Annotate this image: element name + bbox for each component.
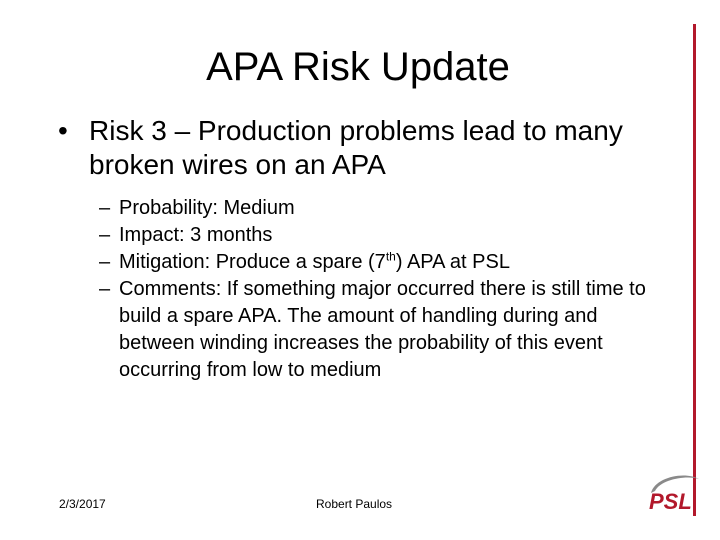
mitigation-text-end: ) APA at PSL [395, 251, 510, 273]
sub-bullet-text [119, 249, 664, 276]
superscript-th: th [385, 249, 396, 264]
main-bullet-text: Risk 3 – Production problems lead to many broken wires on an APA [89, 115, 623, 180]
sub-bullet-impact [99, 222, 664, 249]
dash-marker: – [99, 197, 111, 219]
sub-bullet-mitigation [99, 249, 664, 276]
footer-date: 2/3/2017 [59, 497, 106, 511]
red-vertical-rule [693, 24, 696, 516]
dash-marker: – [99, 278, 111, 300]
logo-text: PSL [649, 489, 692, 513]
psl-logo [645, 471, 703, 513]
mitigation-text-start: Mitigation: Produce a spare (7 [119, 251, 386, 273]
sub-bullet-text: Impact: 3 months [119, 224, 273, 246]
bullet-marker: • [58, 115, 68, 146]
sub-bullet-comments [99, 276, 664, 384]
sub-bullet-probability [99, 195, 664, 222]
footer-author: Robert Paulos [316, 497, 393, 511]
sub-bullet-text: Comments: If something major occurred there is still time to build a spare APA. The amount of handling during and between winding increases the probability of this event occurring from low to medium [119, 278, 646, 381]
sub-bullet-text: Probability: Medium [119, 197, 295, 219]
sub-bullet-list [99, 195, 664, 384]
dash-marker: – [99, 224, 111, 246]
dash-marker: – [99, 251, 111, 273]
slide-title: APA Risk Update [206, 45, 510, 89]
